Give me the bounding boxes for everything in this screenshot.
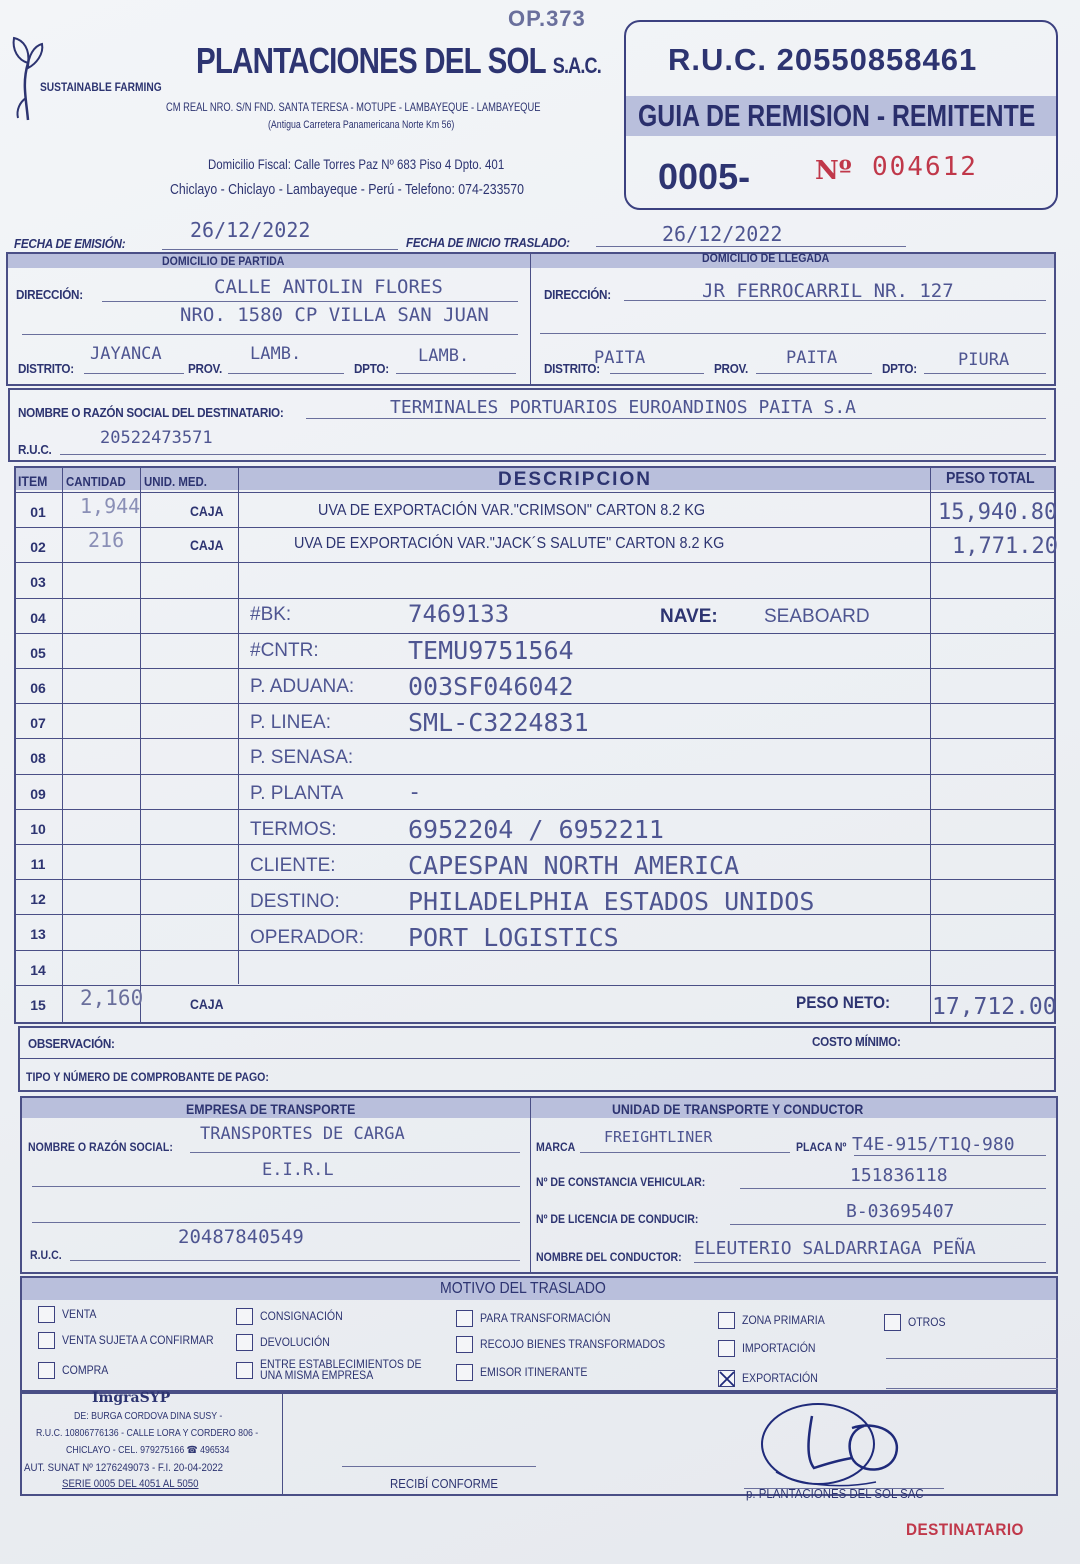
table-row-item-number: 06 xyxy=(30,680,46,696)
field-operador-value: PORT LOGISTICS xyxy=(408,923,619,952)
costo-minimo-label: COSTO MÍNIMO: xyxy=(812,1034,901,1049)
printer-name: ImgraSYP xyxy=(92,1390,171,1406)
fiscal-line-1: Domicilio Fiscal: Calle Torres Paz Nº 683 Piso 4 Dpto. 401 xyxy=(208,156,505,172)
ruc-number: R.U.C. 20550858461 xyxy=(668,42,978,77)
partida-dpto-label: DPTO: xyxy=(354,361,389,376)
fiscal-line-2: Chiclayo - Chiclayo - Lambayeque - Perú - Telefono: 074-233570 xyxy=(170,181,524,198)
table-row-item-number: 04 xyxy=(30,610,46,626)
table-row-divider xyxy=(14,985,1056,986)
table-row-item-number: 07 xyxy=(30,715,46,731)
field-planta-label: P. PLANTA xyxy=(250,783,344,804)
llegada-distrito-label: DISTRITO: xyxy=(544,361,600,376)
table-row-item-number: 12 xyxy=(30,891,46,907)
inicio-label: FECHA DE INICIO TRASLADO: xyxy=(406,235,570,250)
table-row-item-number: 03 xyxy=(30,574,46,590)
printer-line-2: R.U.C. 10806776136 - CALLE LORA Y CORDERO 806 - xyxy=(36,1428,259,1439)
llegada-prov-label: PROV. xyxy=(714,361,748,376)
table-row-divider xyxy=(14,527,1056,528)
motivo-checkbox[interactable] xyxy=(38,1306,55,1323)
llegada-direccion-label: DIRECCIÓN: xyxy=(544,287,611,302)
placa-value: T4E-915/T1Q-980 xyxy=(852,1134,1015,1155)
line-2-descripcion: UVA DE EXPORTACIÓN VAR."JACK´S SALUTE" CARTON 8.2 KG xyxy=(294,535,725,552)
field-nave-value: SEABOARD xyxy=(764,606,870,627)
table-row-item-number: 09 xyxy=(30,786,46,802)
field-bk-label: #BK: xyxy=(250,604,292,625)
header-descripcion: DESCRIPCION xyxy=(498,469,652,490)
transporte-nombre-2: E.I.R.L xyxy=(262,1160,334,1180)
field-senasa-label: P. SENASA: xyxy=(250,747,354,768)
emision-label: FECHA DE EMISIÓN: xyxy=(14,236,126,251)
line-1-unid: CAJA xyxy=(190,503,224,519)
total-cantidad: 2,160 xyxy=(80,986,144,1010)
address-line-1: CM REAL NRO. S/N FND. SANTA TERESA - MOTUPE - LAMBAYEQUE - LAMBAYEQUE xyxy=(166,100,541,114)
partida-direccion-1: CALLE ANTOLIN FLORES xyxy=(214,276,443,298)
llegada-prov: PAITA xyxy=(786,348,838,368)
destinatario-nombre: TERMINALES PORTUARIOS EUROANDINOS PAITA S.A xyxy=(390,397,856,418)
partida-prov-label: PROV. xyxy=(188,361,222,376)
company-name xyxy=(196,40,601,82)
field-aduana-label: P. ADUANA: xyxy=(250,676,355,697)
conductor-label: NOMBRE DEL CONDUCTOR: xyxy=(536,1250,682,1264)
doc-number-label: Nº xyxy=(815,156,852,186)
motivo-checkbox[interactable] xyxy=(38,1332,55,1349)
transporte-nombre-label: NOMBRE O RAZÓN SOCIAL: xyxy=(28,1140,173,1154)
table-row-item-number: 13 xyxy=(30,926,46,942)
peso-neto-value: 17,712.00 xyxy=(932,994,1057,1020)
line-2-unid: CAJA xyxy=(190,537,224,553)
llegada-direccion: JR FERROCARRIL NR. 127 xyxy=(702,280,954,302)
field-termos-label: TERMOS: xyxy=(250,819,337,840)
table-row-divider xyxy=(14,492,1056,493)
field-operador-label: OPERADOR: xyxy=(250,927,365,948)
transporte-ruc: 20487840549 xyxy=(178,1226,304,1248)
llegada-dpto-label: DPTO: xyxy=(882,361,917,376)
field-destino-label: DESTINO: xyxy=(250,891,340,912)
motivo-checkbox[interactable] xyxy=(718,1312,735,1329)
table-row-divider xyxy=(14,844,1056,845)
copy-destinatario: DESTINATARIO xyxy=(906,1520,1024,1539)
motivo-option-label: EXPORTACIÓN xyxy=(742,1371,818,1385)
tipo-comprobante-label: TIPO Y NÚMERO DE COMPROBANTE DE PAGO: xyxy=(26,1070,269,1084)
sprout-logo-icon xyxy=(8,28,48,124)
printer-line-3: CHICLAYO - CEL. 979275166 ☎ 496534 xyxy=(66,1445,230,1456)
field-linea-value: SML-C3224831 xyxy=(408,708,589,737)
table-row-item-number: 15 xyxy=(30,997,46,1013)
field-nave-label: NAVE: xyxy=(660,606,718,627)
motivo-option-label: OTROS xyxy=(908,1315,946,1329)
marca-label: MARCA xyxy=(536,1140,576,1154)
otros-blank-line xyxy=(886,1358,1058,1359)
partida-title: DOMICILIO DE PARTIDA xyxy=(162,254,285,268)
motivo-checkbox[interactable] xyxy=(236,1362,253,1379)
table-row-item-number: 02 xyxy=(30,539,46,555)
destinatario-label: NOMBRE O RAZÓN SOCIAL DEL DESTINATARIO: xyxy=(18,405,284,420)
unidad-title: UNIDAD DE TRANSPORTE Y CONDUCTOR xyxy=(612,1101,864,1117)
licencia-value: B-03695407 xyxy=(846,1201,955,1222)
table-row-divider xyxy=(14,633,1056,634)
table-row-divider xyxy=(14,774,1056,775)
marca-value: FREIGHTLINER xyxy=(604,1128,713,1146)
otros-blank-line xyxy=(886,1388,1058,1389)
motivo-option-label: ZONA PRIMARIA xyxy=(742,1313,825,1327)
licencia-label: Nº DE LICENCIA DE CONDUCIR: xyxy=(536,1212,699,1226)
doc-number: 004612 xyxy=(872,152,978,182)
partida-direccion-2: NRO. 1580 CP VILLA SAN JUAN xyxy=(180,304,489,326)
llegada-distrito: PAITA xyxy=(594,348,646,368)
motivo-checkbox[interactable] xyxy=(718,1340,735,1357)
field-cntr-label: #CNTR: xyxy=(250,640,319,661)
logo-tagline: SUSTAINABLE FARMING xyxy=(40,80,162,94)
field-cliente-value: CAPESPAN NORTH AMERICA xyxy=(408,851,740,880)
table-row-divider xyxy=(14,809,1056,810)
doc-type: GUIA DE REMISION - REMITENTE xyxy=(638,98,1036,133)
company-suffix: S.A.C. xyxy=(552,53,601,78)
observacion-label: OBSERVACIÓN: xyxy=(28,1036,115,1051)
motivo-checkbox[interactable] xyxy=(456,1336,473,1353)
motivo-checkbox[interactable] xyxy=(236,1308,253,1325)
printer-line-4: AUT. SUNAT Nº 1276249073 - F.I. 20-04-2022 xyxy=(24,1462,224,1474)
table-row-item-number: 14 xyxy=(30,962,46,978)
motivo-checkbox[interactable] xyxy=(38,1362,55,1379)
line-1-descripcion: UVA DE EXPORTACIÓN VAR."CRIMSON" CARTON 8.2 KG xyxy=(318,502,706,519)
table-row-divider xyxy=(14,562,1056,563)
table-row-item-number: 08 xyxy=(30,750,46,766)
placa-label: PLACA Nº xyxy=(796,1140,847,1154)
llegada-dpto: PIURA xyxy=(958,350,1010,370)
partida-distrito: JAYANCA xyxy=(90,344,162,364)
table-row-divider xyxy=(14,668,1056,669)
motivo-checkbox[interactable] xyxy=(718,1370,735,1387)
motivo-option-label: VENTA xyxy=(62,1307,97,1321)
line-2-cantidad: 216 xyxy=(88,528,125,552)
motivo-title: MOTIVO DEL TRASLADO xyxy=(440,1280,606,1297)
line-2-peso: 1,771.20 xyxy=(952,534,1058,559)
transporte-title: EMPRESA DE TRANSPORTE xyxy=(186,1101,356,1117)
header-unid: UNID. MED. xyxy=(144,474,207,489)
motivo-option-label: CONSIGNACIÓN xyxy=(260,1309,343,1323)
motivo-option-label: IMPORTACIÓN xyxy=(742,1341,816,1355)
motivo-option-label: PARA TRANSFORMACIÓN xyxy=(480,1311,611,1325)
header-peso: PESO TOTAL xyxy=(946,470,1035,487)
transporte-ruc-label: R.U.C. xyxy=(30,1248,62,1262)
company-name-text: PLANTACIONES DEL SOL xyxy=(196,40,546,81)
printer-line-5: SERIE 0005 DEL 4051 AL 5050 xyxy=(62,1478,199,1490)
table-row-item-number: 10 xyxy=(30,821,46,837)
motivo-checkbox[interactable] xyxy=(236,1334,253,1351)
check-mark-icon xyxy=(719,1371,736,1388)
table-row-divider xyxy=(14,703,1056,704)
field-cliente-label: CLIENTE: xyxy=(250,855,336,876)
recibi-conforme: RECIBÍ CONFORME xyxy=(390,1476,499,1491)
table-row-divider xyxy=(14,598,1056,599)
motivo-checkbox[interactable] xyxy=(884,1314,901,1331)
firma-label: p. PLANTACIONES DEL SOL SAC xyxy=(746,1486,924,1501)
table-row-divider xyxy=(14,738,1056,739)
field-bk-value: 7469133 xyxy=(408,600,510,628)
inicio-value: 26/12/2022 xyxy=(662,222,783,246)
field-planta-value: - xyxy=(408,780,422,805)
header-item: ITEM xyxy=(18,473,48,489)
doc-series: 0005- xyxy=(658,156,751,197)
address-line-2: (Antigua Carretera Panamericana Norte Km 56) xyxy=(268,119,455,131)
destinatario-ruc: 20522473571 xyxy=(100,428,213,448)
motivo-option-label: VENTA SUJETA A CONFIRMAR xyxy=(62,1333,214,1347)
motivo-option-label: RECOJO BIENES TRANSFORMADOS xyxy=(480,1337,666,1351)
field-termos-value: 6952204 / 6952211 xyxy=(408,815,664,844)
constancia-label: Nº DE CONSTANCIA VEHICULAR: xyxy=(536,1175,706,1189)
field-cntr-value: TEMU9751564 xyxy=(408,636,574,665)
motivo-checkbox[interactable] xyxy=(456,1364,473,1381)
motivo-option-label: ENTRE ESTABLECIMIENTOS DE UNA MISMA EMPRESA xyxy=(260,1357,422,1382)
table-row-item-number: 11 xyxy=(30,856,46,872)
partida-prov: LAMB. xyxy=(250,344,302,364)
partida-direccion-label: DIRECCIÓN: xyxy=(16,287,83,302)
destinatario-ruc-label: R.U.C. xyxy=(18,442,52,457)
printer-line-1: DE: BURGA CORDOVA DINA SUSY - xyxy=(74,1411,223,1422)
motivo-option-label: DEVOLUCIÓN xyxy=(260,1335,330,1349)
field-aduana-value: 003SF046042 xyxy=(408,672,574,701)
op-number: OP.373 xyxy=(508,6,586,31)
llegada-title: DOMICILIO DE LLEGADA xyxy=(702,251,830,265)
motivo-checkbox[interactable] xyxy=(456,1310,473,1327)
signature-scribble xyxy=(756,1398,926,1498)
header-cantidad: CANTIDAD xyxy=(66,474,126,489)
line-1-cantidad: 1,944 xyxy=(80,494,141,518)
conductor-value: ELEUTERIO SALDARRIAGA PEÑA xyxy=(694,1238,976,1259)
motivo-option-label: COMPRA xyxy=(62,1363,109,1377)
constancia-value: 151836118 xyxy=(850,1165,948,1186)
partida-dpto: LAMB. xyxy=(418,346,470,366)
table-row-item-number: 01 xyxy=(30,504,46,520)
transporte-nombre-1: TRANSPORTES DE CARGA xyxy=(200,1124,405,1144)
table-row-item-number: 05 xyxy=(30,645,46,661)
field-linea-label: P. LINEA: xyxy=(250,712,331,733)
field-destino-value: PHILADELPHIA ESTADOS UNIDOS xyxy=(408,887,815,916)
partida-distrito-label: DISTRITO: xyxy=(18,361,74,376)
emision-value: 26/12/2022 xyxy=(190,218,311,242)
total-unid: CAJA xyxy=(190,996,224,1012)
peso-neto-label: PESO NETO: xyxy=(796,993,891,1012)
line-1-peso: 15,940.80 xyxy=(938,500,1058,525)
motivo-option-label: EMISOR ITINERANTE xyxy=(480,1365,588,1379)
